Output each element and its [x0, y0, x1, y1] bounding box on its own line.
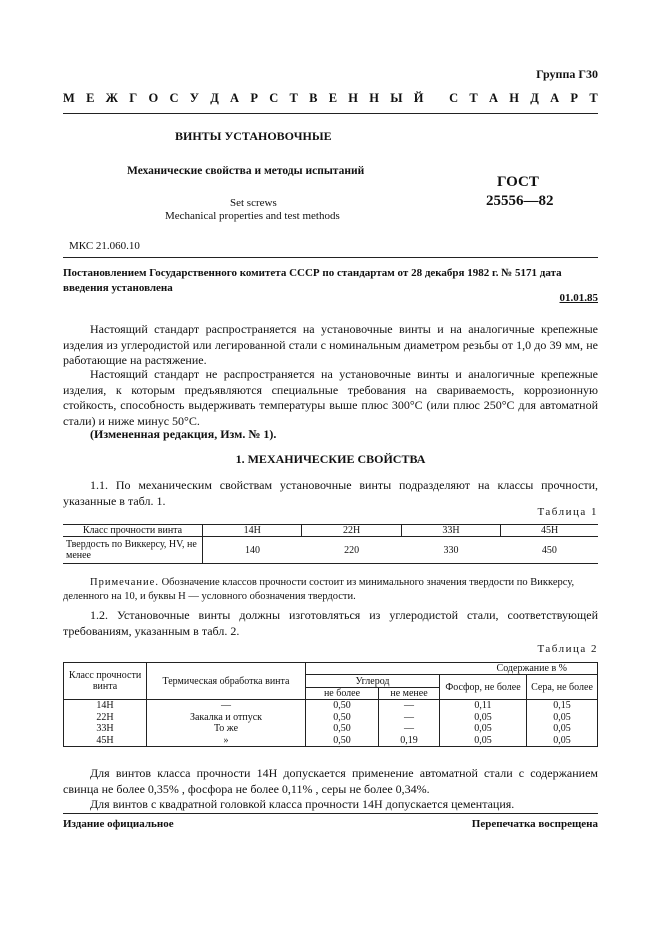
table-header-cell: Класс прочности винта: [63, 525, 203, 537]
note-label: Примечание.: [90, 577, 159, 588]
table-cell: 22Н: [64, 712, 147, 724]
reprint-prohibited: Перепечатка воспрещена: [471, 818, 598, 830]
strength-class-table: [63, 524, 598, 564]
table-header-cell: Сера, не более: [527, 675, 598, 700]
table-cell: 0,15: [527, 700, 598, 712]
table-header-cell: Содержание в %: [306, 663, 598, 675]
table-cell: 0,05: [527, 735, 598, 747]
heading-letter: Т: [469, 91, 478, 105]
table-cell: 0,05: [527, 723, 598, 735]
table-cell: То же: [147, 723, 306, 735]
table-cell: 0,50: [306, 723, 379, 735]
heading-letter: Н: [509, 91, 520, 105]
heading-letter: Ж: [105, 91, 119, 105]
table-cell: »: [147, 735, 306, 747]
heading-letter: Н: [369, 91, 379, 105]
heading-letter: Н: [348, 91, 359, 105]
table-header-cell: не менее: [379, 688, 440, 700]
header-rule: [63, 113, 598, 114]
table-cell: 0,05: [440, 723, 527, 735]
heading-letter: У: [189, 91, 199, 105]
heading-letter: Д: [210, 91, 219, 105]
table-cell: —: [379, 712, 440, 724]
gost-label: ГОСТ: [497, 174, 539, 190]
table-cell: Закалка и отпуск: [147, 712, 306, 724]
table-header-cell: не более: [306, 688, 379, 700]
table-header-row: [64, 663, 598, 675]
steel-composition-table: [63, 662, 598, 747]
document-subtitle: Механические свойства и методы испытаний: [127, 165, 365, 177]
mks-rule: [63, 257, 598, 258]
document-title: ВИНТЫ УСТАНОВОЧНЫЕ: [175, 129, 332, 143]
table-cell: 14Н: [64, 700, 147, 712]
table-cell: 33Н: [64, 723, 147, 735]
table1-caption: Таблица 1: [537, 506, 598, 518]
table-cell: 330: [401, 537, 500, 564]
table-header-cell: 33Н: [401, 525, 500, 537]
heading-letter: А: [489, 91, 499, 105]
table-header-cell: 45Н: [501, 525, 598, 537]
table-cell: 0,05: [440, 712, 527, 724]
heading-letter: С: [449, 91, 459, 105]
table-row: [63, 537, 598, 564]
heading-letter: [435, 91, 438, 106]
table-header-cell: 14Н: [203, 525, 302, 537]
introduction-date: 01.01.85: [559, 292, 598, 304]
table-cell: Твердость по Виккерсу, HV, не менее: [63, 537, 203, 564]
heading-letter: Е: [328, 91, 338, 105]
note-text: Обозначение классов прочности состоит из минимального значения твердости по Виккерсу, деленного на 10, и буквы Н — условного обозначения твердости.: [63, 577, 575, 602]
heading-letter: Р: [570, 91, 579, 105]
table-row: [64, 723, 598, 735]
table-header-cell: Углерод: [306, 675, 440, 688]
heading-letter: Д: [530, 91, 539, 105]
table-row: [64, 700, 598, 712]
official-edition: Издание официальное: [63, 818, 174, 830]
section-title: 1. МЕХАНИЧЕСКИЕ СВОЙСТВА: [235, 452, 426, 466]
heading-letter: Т: [289, 91, 298, 105]
heading-letter: Г: [129, 91, 138, 105]
table-cell: 0,50: [306, 712, 379, 724]
table-cell: —: [147, 700, 306, 712]
paragraph-1-2: 1.2. Установочные винты должны изготовляться из углеродистой стали, соответствующей требованиям, указанным в табл. 2.: [63, 608, 598, 638]
table-header-cell: Термическая обработка винта: [147, 663, 306, 700]
decree-text: Постановлением Государственного комитета СССР по стандартам от 28 декабря 1982 г. № 5171 дата введения установлена: [63, 267, 562, 294]
heading-letter: Т: [589, 91, 598, 105]
footer-rule: [63, 813, 598, 814]
table-cell: 450: [501, 537, 598, 564]
table-cell: 0,05: [527, 712, 598, 724]
table-row: [64, 735, 598, 747]
table-cell: 0,11: [440, 700, 527, 712]
table-row: [64, 712, 598, 724]
interstate-standard-heading: [63, 91, 598, 106]
heading-letter: Е: [86, 91, 95, 105]
table-header-cell: Класс прочности винта: [64, 663, 147, 700]
table-cell: 0,19: [379, 735, 440, 747]
table1-note: [63, 576, 598, 604]
paragraph-amendment: (Измененная редакция, Изм. № 1).: [90, 427, 277, 441]
heading-letter: Ы: [390, 91, 403, 105]
table-header-cell: Фосфор, не более: [440, 675, 527, 700]
paragraph-1-1: 1.1. По механическим свойствам установочные винты подразделяют на классы прочности, указанные в табл. 1.: [63, 478, 598, 508]
english-title: Set screws: [230, 197, 277, 209]
table-header-row: [63, 525, 598, 537]
heading-letter: О: [148, 91, 159, 105]
heading-letter: Й: [413, 91, 424, 105]
english-subtitle: Mechanical properties and test methods: [165, 210, 340, 222]
table-cell: 45Н: [64, 735, 147, 747]
heading-letter: А: [230, 91, 240, 105]
table2-caption: Таблица 2: [537, 643, 598, 655]
table-cell: 0,50: [306, 700, 379, 712]
heading-letter: Р: [250, 91, 258, 105]
paragraph-free-cutting-steel: Для винтов класса прочности 14Н допускается применение автоматной стали с содержанием свинца не более 0,35% , фосфора не более 0,11% , серы не более 0,34%.: [63, 766, 598, 796]
table-cell: —: [379, 723, 440, 735]
table-cell: 140: [203, 537, 302, 564]
table-cell: 220: [302, 537, 401, 564]
paragraph-carburizing: Для винтов с квадратной головкой класса прочности 14Н допускается цементация.: [90, 797, 515, 811]
table-cell: —: [379, 700, 440, 712]
mks-code: МКС 21.060.10: [69, 240, 140, 252]
heading-letter: С: [269, 91, 279, 105]
table-cell: 0,50: [306, 735, 379, 747]
gost-number: 25556—82: [486, 193, 554, 209]
table-cell: 0,05: [440, 735, 527, 747]
table-header-cell: 22Н: [302, 525, 401, 537]
heading-letter: М: [63, 91, 75, 105]
group-code: Группа Г30: [536, 67, 598, 81]
heading-letter: В: [309, 91, 318, 105]
heading-letter: А: [550, 91, 560, 105]
paragraph-exclusions: Настоящий стандарт не распространяется на установочные винты и аналогичные крепежные изделия, к которым предъявляются специальные требования на свариваемость, коррозионную стойкость, способность выдерживать температуры выше плюс 300°С (или плюс 250°С для автоматной стали) и ниже минус 50°С.: [63, 367, 598, 428]
heading-letter: С: [169, 91, 179, 105]
paragraph-scope: Настоящий стандарт распространяется на установочные винты и на аналогичные крепежные изделия из углеродистой или легированной стали с номинальным диаметром резьбы от 1,0 до 39 мм, не работающие на растяжение.: [63, 322, 598, 367]
